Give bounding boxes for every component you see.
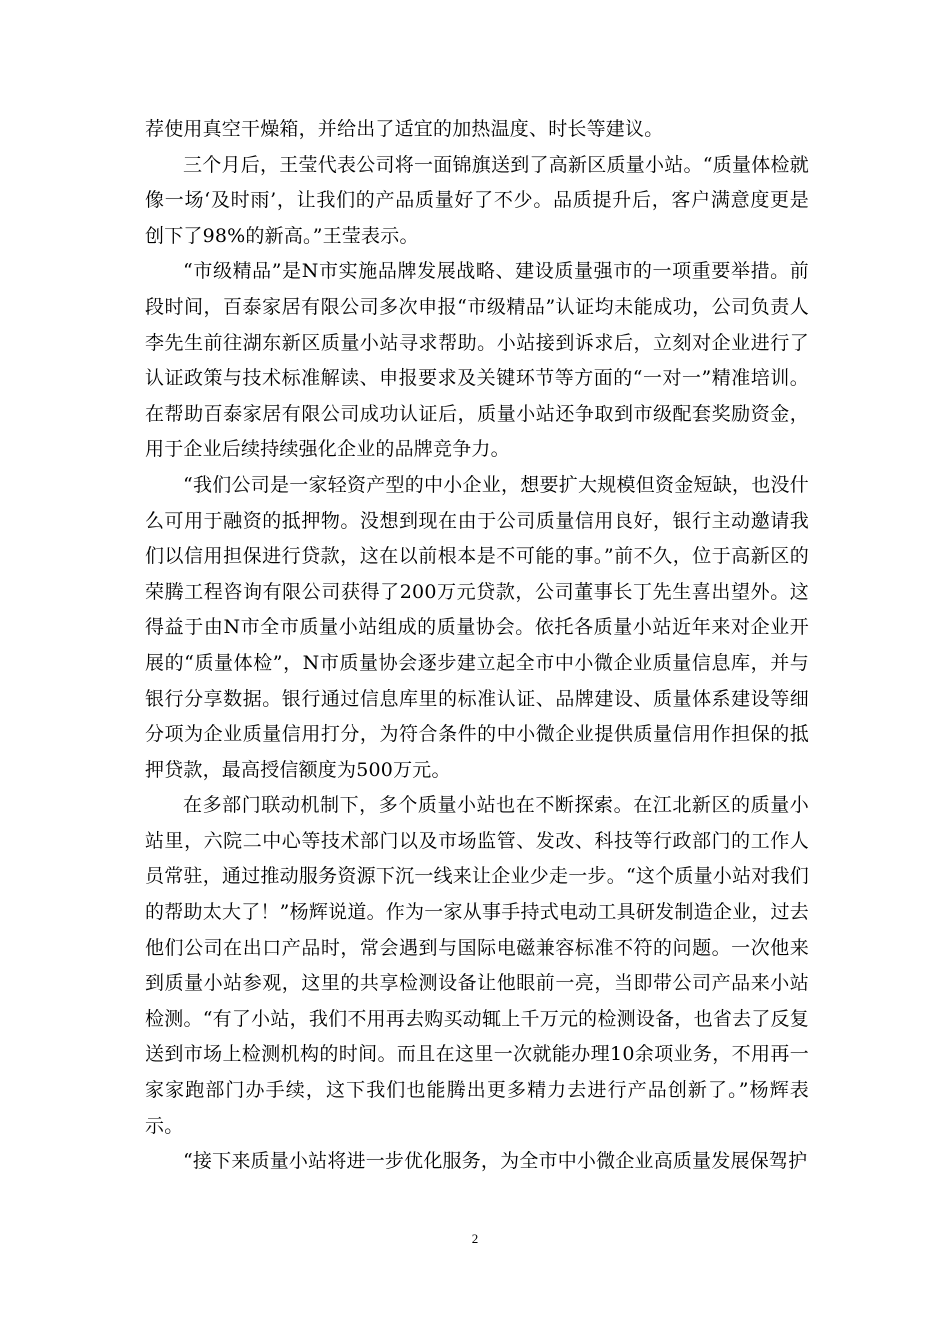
paragraph-city-level-fine-product: “市级精品”是N市实施品牌发展战略、建设质量强市的一项重要举措。前段时间，百泰家居有限公司多次申报“市级精品”认证均未能成功，公司负责人李先生前往湖东新区质量小站寻求帮助。小站接到诉求后，立刻对企业进行了认证政策与技术标准解读、申报要求及关键环节等方面的“一对一”精准培训。在帮助百泰家居有限公司成功认证后，质量小站还争取到市级配套奖励资金，用于企业后续持续强化企业的品牌竞争力。: [145, 260, 809, 461]
paragraph-multi-department-linkage: 在多部门联动机制下，多个质量小站也在不断探索。在江北新区的质量小站里，六院二中心等技术部门以及市场监管、发改、科技等行政部门的工作人员常驻，通过推动服务资源下沉一线来让企业少走一步。“这个质量小站对我们的帮助太大了！”杨辉说道。作为一家从事手持式电动工具研发制造企业，过去他们公司在出口产品时，常会遇到与国际电磁兼容标准不符的问题。一次他来到质量小站参观，这里的共享检测设备让他眼前一亮，当即带公司产品来小站检测。“有了小站，我们不用再去购买动辄上千万元的检测设备，也省去了反复送到市场上检测机构的时间。而且在这里一次就能办理10余项业务，不用再一家家跑部门办手续，这下我们也能腾出更多精力去进行产品创新了。”杨辉表示。: [145, 794, 809, 1137]
paragraph-next-steps: “接下来质量小站将进一步优化服务，为全市中小微企业高质量发展保驾护: [183, 1150, 808, 1173]
paragraph-quality-credit-loan: “我们公司是一家轻资产型的中小企业，想要扩大规模但资金短缺，也没什么可用于融资的抵押物。没想到现在由于公司质量信用良好，银行主动邀请我们以信用担保进行贷款，这在以前根本是不可能的事。”前不久，位于高新区的荣腾工程咨询有限公司获得了200万元贷款，公司董事长丁先生喜出望外。这得益于由N市全市质量小站组成的质量协会。依托各质量小站近年来对企业开展的“质量体检”，N市质量协会逐步建立起全市中小微企业质量信息库，并与银行分享数据。银行通过信息库里的标准认证、品牌建设、质量体系建设等细分项为企业质量信用打分，为符合条件的中小微企业提供质量信用作担保的抵押贷款，最高授信额度为500万元。: [145, 473, 809, 781]
body-text: [145, 112, 809, 1180]
paragraph-quality-checkup-pennant: 三个月后，王莹代表公司将一面锦旗送到了高新区质量小站。“质量体检就像一场‘及时雨’，让我们的产品质量好了不少。品质提升后，客户满意度更是创下了98%的新高。”王莹表示。: [145, 153, 809, 247]
page-number: 2: [471, 1231, 479, 1246]
paragraph-continuation: 荐使用真空干燥箱，并给出了适宜的加热温度、时长等建议。: [145, 118, 664, 140]
